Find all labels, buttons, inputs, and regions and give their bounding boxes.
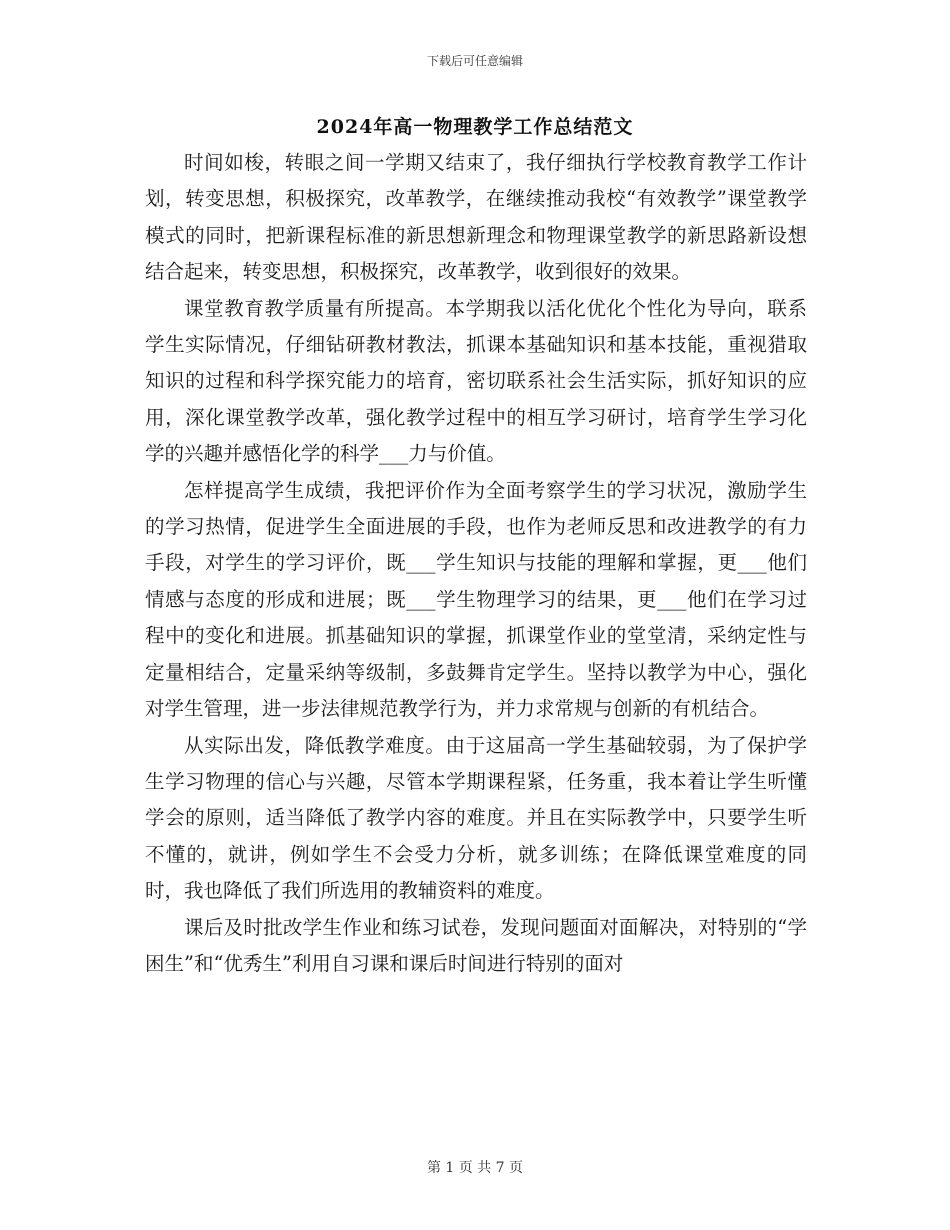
page-number: 第 1 页 共 7 页 [426, 1160, 524, 1176]
paragraph-1: 时间如梭，转眼之间一学期又结束了，我仔细执行学校教育教学工作计划，转变思想，积极探究，改革教学，在继续推动我校“有效教学”课堂教学模式的同时，把新课程标准的新思想新理念和物理课堂教学的新思路新设想结合起来，转变思想，积极探究，改革教学，收到很好的效果。 [145, 151, 807, 284]
paragraph-2: 课堂教育教学质量有所提高。本学期我以活化优化个性化为导向，联系学生实际情况，仔细钻研教材教法，抓课本基础知识和基本技能，重视猎取知识的过程和科学探究能力的培育，密切联系社会生活实际，抓好知识的应用，深化课堂教学改革，强化教学过程中的相互学习研讨，培育学生学习化学的兴趣并感悟化学的科学___力与价值。 [145, 296, 807, 466]
paragraph-5: 课后及时批改学生作业和练习试卷，发现问题面对面解决，对特别的“学困生”和“优秀生”利用自习课和课后时间进行特别的面对 [145, 915, 807, 975]
page-header-note: 下载后可任意编辑 [426, 54, 523, 68]
document-title: 2024年高一物理教学工作总结范文 [316, 116, 634, 138]
paragraph-4: 从实际出发，降低教学难度。由于这届高一学生基础较弱，为了保护学生学习物理的信心与兴趣，尽管本学期课程紧，任务重，我本着让学生听懂学会的原则，适当降低了教学内容的难度。并且在实际教学中，只要学生听不懂的，就讲，例如学生不会受力分析，就多训练；在降低课堂难度的同时，我也降低了我们所选用的教辅资料的难度。 [145, 733, 807, 903]
document-body [145, 145, 807, 982]
paragraph-3: 怎样提高学生成绩，我把评价作为全面考察学生的学习状况，激励学生的学习热情，促进学生全面进展的手段，也作为老师反思和改进教学的有力手段，对学生的学习评价，既___学生知识与技能的理解和掌握，更___他们情感与态度的形成和进展；既___学生物理学习的结果，更___他们在学习过程中的变化和进展。抓基础知识的掌握，抓课堂作业的堂堂清，采纳定性与定量相结合，定量采纳等级制，多鼓舞肯定学生。坚持以教学为中心，强化对学生管理，进一步法律规范教学行为，并力求常规与创新的有机结合。 [145, 478, 807, 721]
